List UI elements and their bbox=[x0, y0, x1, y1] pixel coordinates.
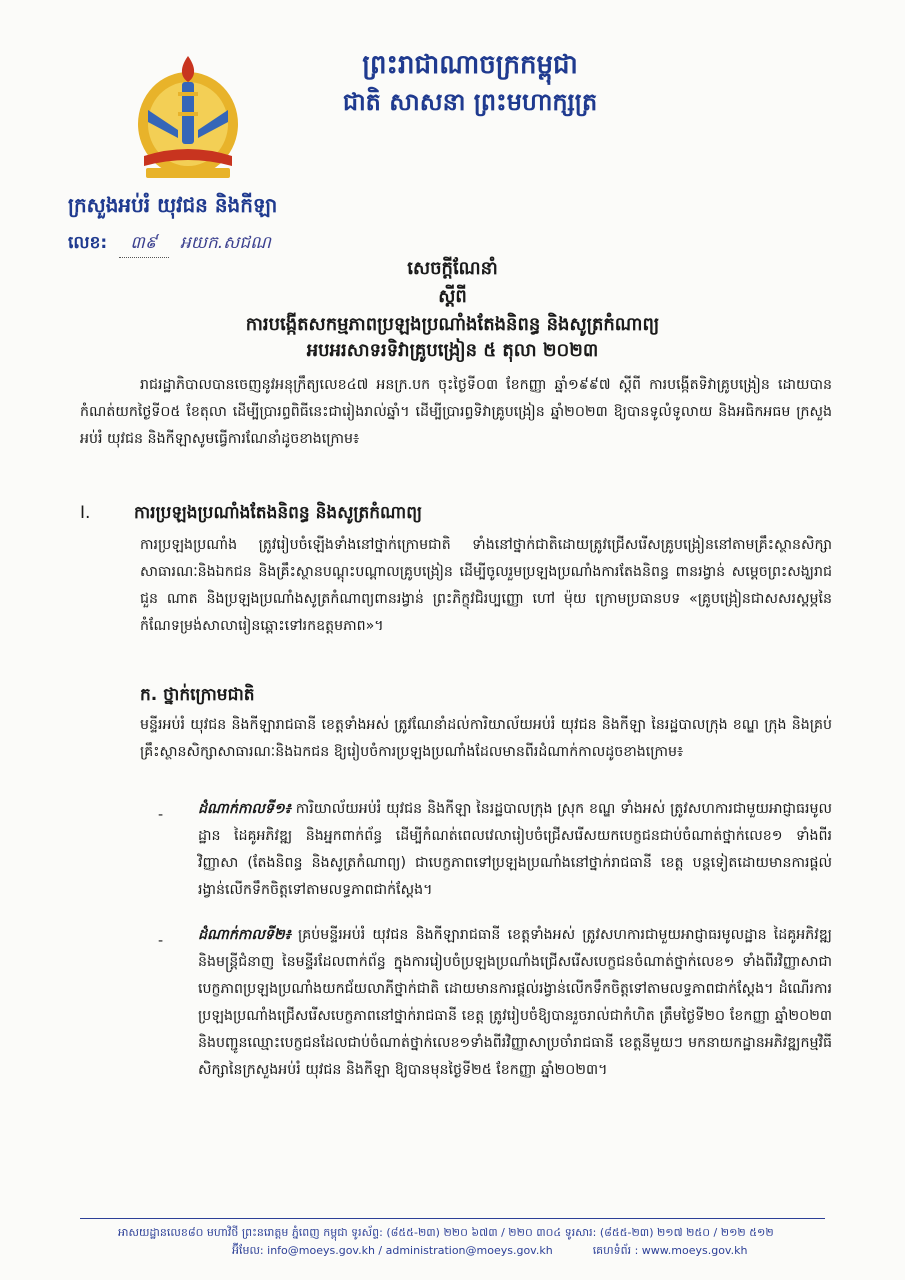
footer-email: អ៊ីមែល: info@moeys.gov.kh / administration@moeys.gov.kh bbox=[232, 1244, 553, 1257]
section-1-number: I. bbox=[80, 503, 91, 523]
phase-1-label: ដំណាក់កាលទី១៖ bbox=[198, 801, 291, 817]
phase-1-item bbox=[198, 796, 832, 904]
phase-2-label: ដំណាក់កាលទី២៖ bbox=[198, 927, 291, 943]
footer-website: គេហទំព័រ : www.moeys.gov.kh bbox=[592, 1244, 748, 1257]
document-subject: ការបង្កើតសកម្មភាពប្រឡងប្រណាំងតែងនិពន្ធ និងសូត្រកំណាព្យ bbox=[245, 314, 660, 335]
phase-2-text: គ្រប់មន្ទីរអប់រំ យុវជន និងកីឡារាជធានី ខេត្តទាំងអស់ ត្រូវសហការជាមួយអាជ្ញាធរមូលដ្ឋាន ដៃគូអភិវឌ្ឍ និងមន្ត្រីជំនាញ នៃមន្ទីរដែលពាក់ព័ន្ធ ក្នុងការរៀបចំប្រឡងប្រណាំងជ្រើសរើសបេក្ខជនចំណាត់ថ្នាក់លេខ១ ទាំងពីរវិញ្ញាសាជាបេក្ខភាពប្រឡងប្រណាំងយកជ័យលាភីថ្នាក់ជាតិ ដោយមានការផ្តល់រង្វាន់លើកទឹកចិត្តទៅតាមលទ្ធភាពជាក់ស្តែង។ ដំណើរការប្រឡងប្រណាំងជ្រើសរើសបេក្ខភាពនៅថ្នាក់រាជធានី ខេត្ត ត្រូវរៀបចំឱ្យបានរួចរាល់ជាកំហិត ត្រឹមថ្ងៃទី២០ ខែកញ្ញា ឆ្នាំ២០២៣ និងបញ្ជូនឈ្មោះបេក្ខជនដែលជាប់ចំណាត់ថ្នាក់លេខ១ទាំងពីរវិញ្ញាសាប្រចាំរាជធានី ខេត្តនីមួយៗ មកនាយកដ្ឋានអភិវឌ្ឍកម្មវិធីសិក្សានៃក្រសួងអប់រំ យុវជន និងកីឡា ឱ្យបានមុនថ្ងៃទី២៥ ខែកញ្ញា ឆ្នាំ២០២៣។ bbox=[198, 927, 833, 1078]
bullet-dash: - bbox=[158, 933, 164, 949]
bullet-dash: - bbox=[158, 807, 164, 823]
document-title: សេចក្តីណែនាំ bbox=[407, 258, 498, 279]
subsection-a-heading: ក. ថ្នាក់ក្រោមជាតិ bbox=[140, 685, 255, 705]
section-1-title: ការប្រឡងប្រណាំងតែងនិពន្ធ និងសូត្រកំណាព្យ bbox=[134, 503, 423, 523]
phase-2-item bbox=[198, 922, 832, 1084]
document-subtitle-about: ស្តីពី bbox=[438, 286, 467, 307]
footer-address: អាសយដ្ឋានលេខ៨០ មហាវិថី ព្រះនរោត្តម ភ្នំពេញ កម្ពុជា ទូរស័ព្ទ: (៨៥៥-២៣) ២២០ ៦៧៣ / ២២០ ៣០៤ ទូរសារ: (៨៥៥-២៣) ២១៧ ២៥០ / ២១២ ៥១២ bbox=[118, 1226, 774, 1239]
intro-paragraph: រាជរដ្ឋាភិបាលបានចេញនូវអនុក្រឹត្យលេខ៤៧ អនក្រ.បក ចុះថ្ងៃទី០៣ ខែកញ្ញា ឆ្នាំ១៩៩៧ ស្តីពី ការបង្កើតទិវាគ្រូបង្រៀន ដោយបានកំណត់យកថ្ងៃទី០៥ ខែតុលា ដើម្បីប្រារព្ធពិធីនេះជារៀងរាល់ឆ្នាំ។ ដើម្បីប្រារព្ធទិវាគ្រូបង្រៀន ឆ្នាំ២០២៣ ឱ្យបានទូលំទូលាយ និងអធិកអធម ក្រសួងអប់រំ យុវជន និងកីឡាសូមធ្វើការណែនាំដូចខាងក្រោម៖ bbox=[80, 377, 832, 447]
footer-contacts bbox=[232, 1244, 832, 1260]
kingdom-title: ព្រះរាជាណាចក្រកម្ពុជា bbox=[362, 50, 578, 80]
section-1-paragraph: ការប្រឡងប្រណាំង ត្រូវរៀបចំឡើងទាំងនៅថ្នាក់ក្រោមជាតិ ទាំងនៅថ្នាក់ជាតិដោយត្រូវជ្រើសរើសគ្រូបង្រៀននៅតាមគ្រឹះស្ថានសិក្សាសាធារណៈនិងឯកជន និងគ្រឹះស្ថានបណ្តុះបណ្តាលគ្រូបង្រៀន ដើម្បីចូលរួមប្រឡងប្រណាំងការតែងនិពន្ធ ពានរង្វាន់ សម្តេចព្រះសង្ឃរាជ ជួន ណាត និងប្រឡងប្រណាំងសូត្រកំណាព្យពានរង្វាន់ ព្រះភិក្ខុវជិរប្បញ្ញោ ហៅ ម៉ុយ ក្រោមប្រធានបទ «គ្រូបង្រៀនជាសសរស្តម្ភនៃកំណែទម្រង់សាលារៀនឆ្ពោះទៅរកឧត្តមភាព»។ bbox=[140, 537, 832, 634]
section-1-heading bbox=[80, 502, 422, 527]
national-motto: ជាតិ សាសនា ព្រះមហាក្សត្រ bbox=[342, 88, 598, 116]
subsection-a-paragraph: មន្ទីរអប់រំ យុវជន និងកីឡារាជធានី ខេត្តទាំងអស់ ត្រូវណែនាំដល់ការិយាល័យអប់រំ យុវជន និងកីឡា នៃរដ្ឋបាលក្រុង ខណ្ឌ ក្រុង និងគ្រប់គ្រឹះស្ថានសិក្សាសាធារណៈនិងឯកជន ឱ្យរៀបចំការប្រឡងប្រណាំងដែលមានពីរដំណាក់កាលដូចខាងក្រោម៖ bbox=[140, 717, 832, 760]
footer-divider bbox=[80, 1218, 825, 1219]
reference-number: ៣៩ bbox=[119, 232, 169, 258]
reference-line bbox=[68, 232, 271, 258]
reference-org-code: អយក.សជណ bbox=[179, 233, 271, 253]
ministry-emblem bbox=[132, 52, 244, 182]
phase-1-text: ការិយាល័យអប់រំ យុវជន និងកីឡា នៃរដ្ឋបាលក្រុង ស្រុក ខណ្ឌ ទាំងអស់ ត្រូវសហការជាមួយអាជ្ញាធរមូលដ្ឋាន ដៃគូអភិវឌ្ឍ និងអ្នកពាក់ព័ន្ធ ដើម្បីកំណត់ពេលវេលារៀបចំជ្រើសរើសយកបេក្ខជនជាប់ចំណាត់ថ្នាក់លេខ១ ទាំងពីរវិញ្ញាសា (តែងនិពន្ធ និងសូត្រកំណាព្យ) ជាបេក្ខភាពទៅប្រឡងប្រណាំងនៅថ្នាក់រាជធានី ខេត្ត បន្តទៀតដោយមានការផ្តល់រង្វាន់លើកទឹកចិត្តទៅតាមលទ្ធភាពជាក់ស្តែង។ bbox=[198, 801, 832, 898]
reference-label: លេខ: bbox=[68, 233, 108, 253]
ministry-name: ក្រសួងអប់រំ យុវជន និងកីឡា bbox=[68, 193, 278, 217]
document-occasion: អបអរសាទរទិវាគ្រូបង្រៀន ៥ តុលា ២០២៣ bbox=[306, 340, 599, 361]
